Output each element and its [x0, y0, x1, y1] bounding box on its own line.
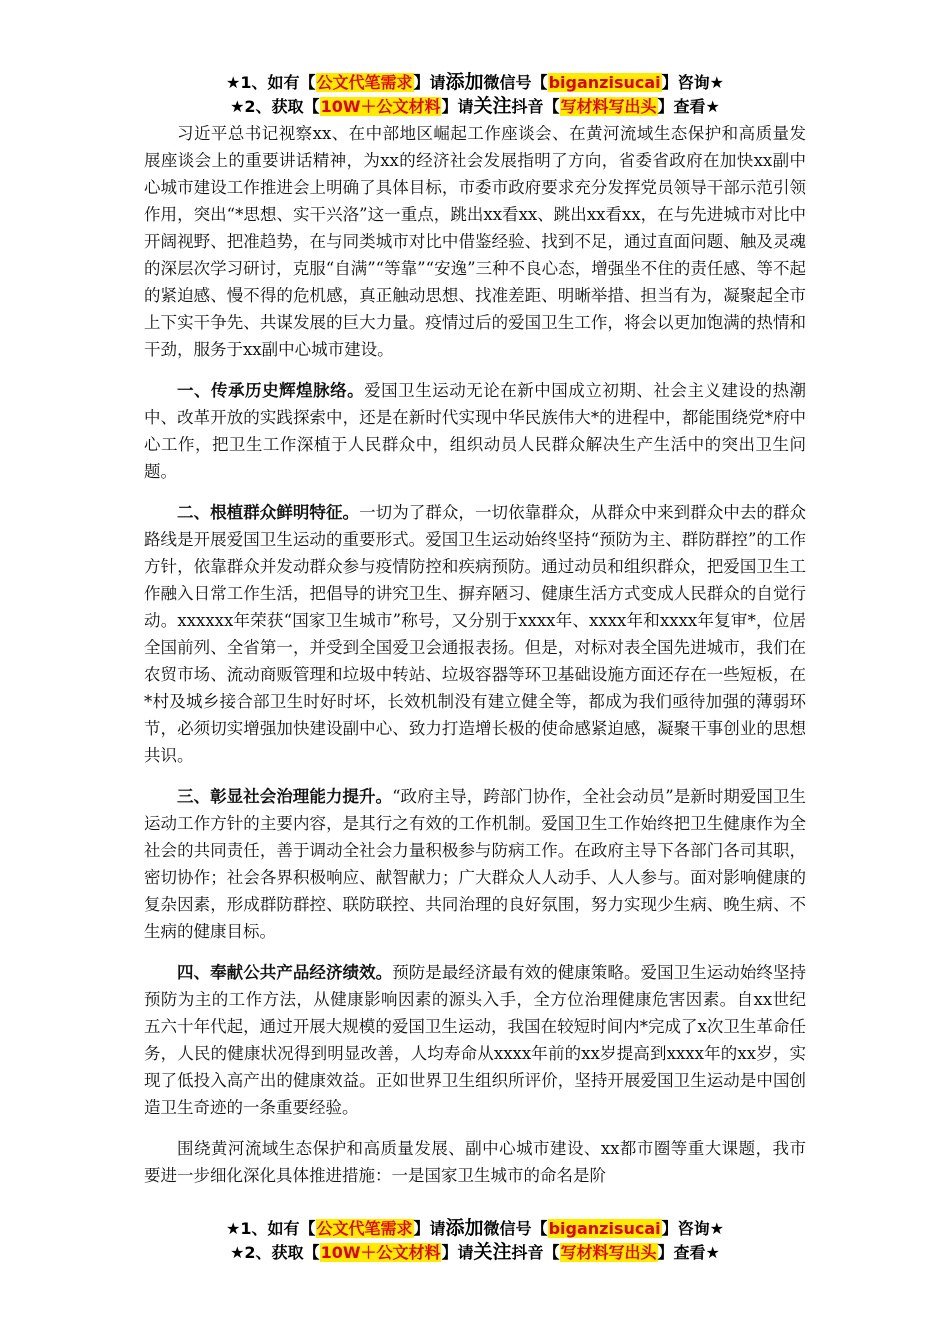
- highlight-douyin-account: 写材料写出头: [560, 97, 657, 116]
- section-heading: 二、根植群众鲜明特征。: [177, 503, 360, 522]
- highlight-service: 公文代笔需求: [316, 73, 413, 92]
- highlight-wechat-id: biganzisucai: [548, 73, 661, 92]
- highlight-materials: 10W＋公文材料: [320, 1243, 441, 1262]
- paragraph-section-3: 三、彰显社会治理能力提升。“政府主导，跨部门协作，全社会动员”是新时期爱国卫生运动工作方针的主要内容，是其行之有效的工作机制。爱国卫生工作始终把卫生健康作为全社会的共同责任，善于调动全社会力量积极参与防病工作。在政府主导下各部门各司其职，密切协作；社会各界积极响应、献智献力；广大群众人人动手、人人参与。面对影响健康的复杂因素，形成群防群控、联防联控、共同治理的良好氛围，努力实现少生病、晚生病、不生病的健康目标。: [144, 787, 807, 941]
- highlight-wechat-id: biganzisucai: [548, 1219, 661, 1238]
- top-banner-line-2: ★2、获取【10W＋公文材料】请关注抖音【写材料写出头】查看★: [230, 95, 720, 117]
- document-body: [144, 120, 806, 1203]
- section-heading: 四、奉献公共产品经济绩效。: [177, 963, 393, 982]
- paragraph-intro: 习近平总书记视察xx、在中部地区崛起工作座谈会、在黄河流域生态保护和高质量发展座谈会上的重要讲话精神，为xx的经济社会发展指明了方向，省委省政府在加快xx副中心城市建设工作推进会上明确了具体目标，市委市政府要求充分发挥党员领导干部示范引领作用，突出“*思想、实干兴洛”这一重点，跳出xx看xx、跳出xx看xx，在与先进城市对比中开阔视野、把准趋势，在与同类城市对比中借鉴经验、找到不足，通过直面问题、触及灵魂的深层次学习研讨，克服“自满”“等靠”“安逸”三种不良心态，增强坐不住的责任感、等不起的紧迫感、慢不得的危机感，真正触动思想、找准差距、明晰举措、担当有为，凝聚起全市上下实干争先、共谋发展的巨大力量。疫情过后的爱国卫生工作，将会以更加饱满的热情和干劲，服务于xx副中心城市建设。: [144, 124, 806, 359]
- paragraph-section-4: 四、奉献公共产品经济绩效。预防是最经济最有效的健康策略。爱国卫生运动始终坚持预防为主的工作方法，从健康影响因素的源头入手，全方位治理健康危害因素。自xx世纪五六十年代起，通过开展大规模的爱国卫生运动，我国在较短时间内*完成了x次卫生革命任务，人民的健康状况得到明显改善，人均寿命从xxxx年前的xx岁提高到xxxx年的xx岁，实现了低投入高产出的健康效益。正如世界卫生组织所评价，坚持开展爱国卫生运动是中国创造卫生奇迹的一条重要经验。: [144, 963, 807, 1117]
- section-heading: 三、彰显社会治理能力提升。: [177, 787, 393, 806]
- paragraph-closing: 围绕黄河流域生态保护和高质量发展、副中心城市建设、xx都市圈等重大课题，我市要进一步细化深化具体推进措施：一是国家卫生城市的命名是阶: [144, 1139, 806, 1185]
- highlight-douyin-account: 写材料写出头: [560, 1243, 657, 1262]
- section-heading: 一、传承历史辉煌脉络。: [177, 381, 365, 400]
- bottom-banner-line-2: ★2、获取【10W＋公文材料】请关注抖音【写材料写出头】查看★: [230, 1241, 720, 1263]
- highlight-materials: 10W＋公文材料: [320, 97, 441, 116]
- top-banner-line-1: ★1、如有【公文代笔需求】请添加微信号【biganzisucai】咨询★: [226, 71, 724, 93]
- paragraph-section-1: 一、传承历史辉煌脉络。爱国卫生运动无论在新中国成立初期、社会主义建设的热潮中、改革开放的实践探索中，还是在新时代实现中华民族伟大*的进程中，都能围绕党*府中心工作，把卫生工作深植于人民群众中，组织动员人民群众解决生产生活中的突出卫生问题。: [144, 381, 807, 481]
- highlight-service: 公文代笔需求: [316, 1219, 413, 1238]
- paragraph-section-2: 二、根植群众鲜明特征。一切为了群众，一切依靠群众，从群众中来到群众中去的群众路线是开展爱国卫生运动的重要形式。爱国卫生运动始终坚持“预防为主、群防群控”的工作方针，依靠群众并发动群众参与疫情防控和疾病预防。通过动员和组织群众，把爱国卫生工作融入日常工作生活，把倡导的讲究卫生、摒弃陋习、健康生活方式变成人民群众的自觉行动。xxxxxx年荣获“国家卫生城市”称号，又分别于xxxx年、xxxx年和xxxx年复审*，位居全国前列、全省第一，并受到全国爱卫会通报表扬。但是，对标对表全国先进城市，我们在农贸市场、流动商贩管理和垃圾中转站、垃圾容器等环卫基础设施方面还存在一些短板，在*村及城乡接合部卫生时好时坏，长效机制没有建立健全等，都成为我们亟待加强的薄弱环节，必须切实增强加快建设副中心、致力打造增长极的使命感紧迫感，凝聚干事创业的思想共识。: [144, 503, 807, 765]
- bottom-banner-line-1: ★1、如有【公文代笔需求】请添加微信号【biganzisucai】咨询★: [226, 1217, 724, 1239]
